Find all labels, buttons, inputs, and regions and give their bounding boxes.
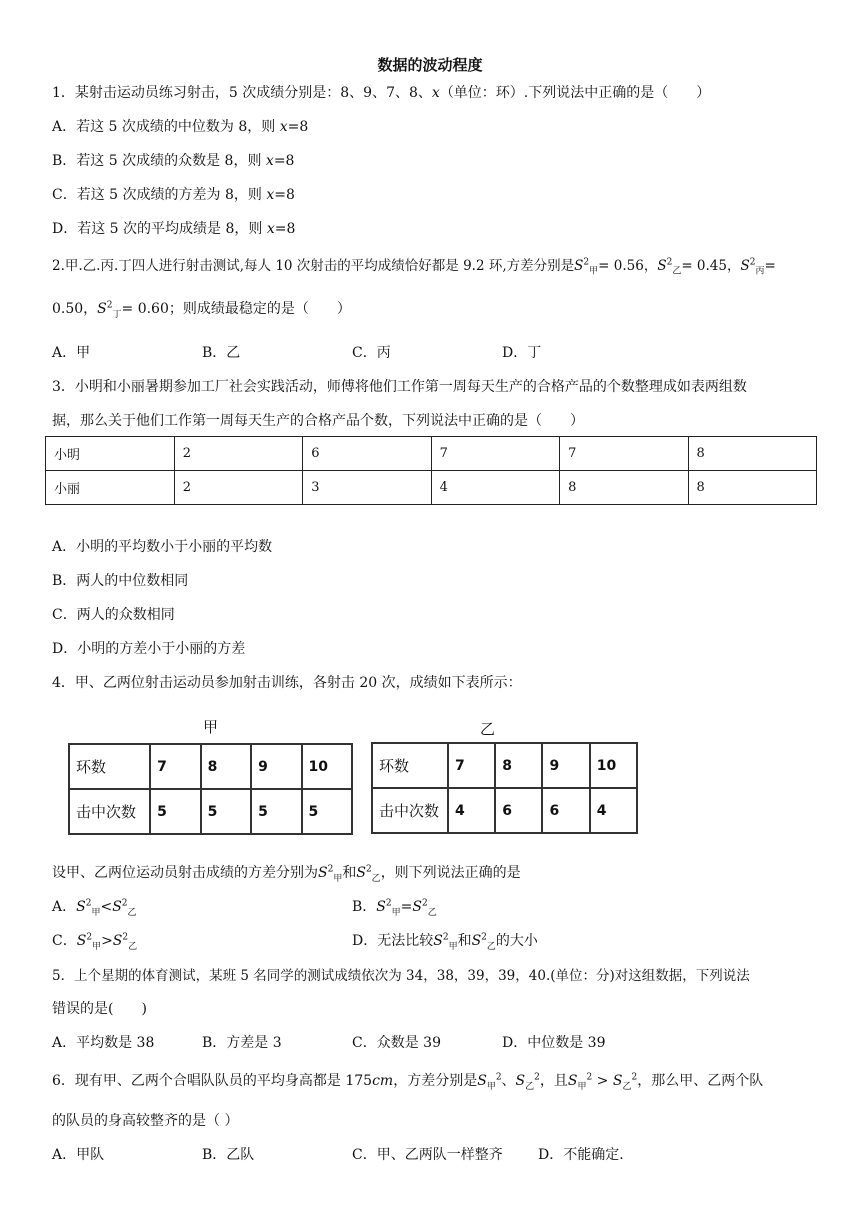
q6-sub-yi-2: 乙 (622, 1081, 632, 1092)
q6-sub-jia-2: 甲 (577, 1081, 587, 1092)
table-cell: 6 (542, 788, 589, 833)
q1-option-a-var: x (279, 119, 288, 135)
q2-sub-yi: 乙 (672, 266, 682, 277)
table-cell: 8 (688, 437, 816, 471)
table-cell: 8 (560, 471, 688, 505)
q4-option-c-sub2: 乙 (128, 941, 138, 952)
q4-option-c-sub1: 甲 (92, 941, 102, 952)
q4-option-b-rel: = (400, 899, 413, 915)
q1-option-c (52, 184, 295, 204)
table-cell: 击中次数 (372, 788, 448, 833)
table-cell: 5 (251, 789, 301, 834)
page-title: 数据的波动程度 (377, 56, 483, 74)
q5-option-b: B．方差是 3 (202, 1035, 282, 1051)
q1-option-d-var: x (266, 221, 275, 237)
table-cell: 10 (302, 744, 352, 789)
table-row (69, 744, 352, 789)
table-cell: 小丽 (46, 471, 175, 505)
q4-sub-jia: 甲 (333, 873, 343, 884)
q2-stem-line1: 2.甲.乙.丙.丁四人进行射击测试,每人 10 次射击的平均成绩恰好都是 9.2 环,方差分别是$S^2_甲= 0.56$，$S^2_乙= 0.45$，$S^2_丙=$ (52, 257, 776, 277)
q2-s-jia: S (574, 258, 584, 274)
q2-var-ding: = 0.60；则成绩最稳定的是（ ） (121, 301, 351, 317)
q4-sub-yi: 乙 (371, 873, 381, 884)
q1-option-b-text: B．若这 5 次成绩的众数是 8，则 (52, 153, 266, 169)
q2-var-yi: = 0.45， (681, 258, 741, 274)
q1-stem-tail: （单位：环）.下列说法中正确的是（ ） (439, 85, 711, 101)
q6-stem-tail: ，那么甲、乙两个队 (637, 1073, 764, 1089)
q1-option-b-var: x (265, 153, 274, 169)
q1-option-b (52, 150, 294, 170)
q6-stem-line2: 的队员的身高较整齐的是（ ） (52, 1113, 239, 1129)
table-cell: 8 (201, 744, 251, 789)
q4-table-yi (371, 742, 638, 834)
q6-option-c: C．甲、乙两队一样整齐 (352, 1147, 503, 1163)
q4-follow-and: 和 (342, 865, 357, 881)
q1-stem-text: 1．某射击运动员练习射击，5 次成绩分别是：8、9、7、8、 (52, 85, 432, 101)
q1-option-a-post: =8 (287, 119, 309, 135)
table-cell: 7 (431, 437, 559, 471)
q4-caption-yi: 乙 (480, 720, 496, 738)
q4-option-b-sub1: 甲 (391, 907, 401, 918)
table-cell: 5 (150, 789, 200, 834)
table-cell: 5 (302, 789, 352, 834)
q2-sub-bing: 丙 (755, 266, 765, 277)
table-cell: 8 (495, 743, 542, 788)
q4-option-a: A．$S^2_甲<S^2_乙$ (52, 898, 137, 918)
q4-option-d: D．无法比较$S^2_甲$和$S^2_乙$的大小 (352, 932, 538, 952)
q4-option-a-rel: < (100, 899, 113, 915)
table-cell: 6 (303, 437, 431, 471)
q5-stem-line2: 错误的是( ) (52, 1001, 147, 1017)
q3-option-c: C．两人的众数相同 (52, 607, 175, 623)
q6-option-b: B．乙队 (202, 1147, 255, 1163)
table-cell: 7 (448, 743, 495, 788)
q6-option-a: A．甲队 (52, 1147, 105, 1163)
q4-table-jia (68, 743, 353, 835)
q5-stem-line1: 5．上个星期的体育测试，某班 5 名同学的测试成绩依次为 34，38，39，39，40.(单位：分)对这组数据，下列说法 (52, 968, 750, 984)
q4-option-c-rel: > (101, 933, 113, 949)
q4-option-d-and: 和 (457, 933, 472, 949)
q6-stem-text: 6．现有甲、乙两个合唱队队员的平均身高都是 175 (52, 1073, 373, 1089)
table-cell: 9 (251, 744, 301, 789)
q1-option-d (52, 218, 295, 238)
table-cell: 10 (590, 743, 637, 788)
table-row (372, 788, 637, 833)
q4-option-b: B．$S^2_甲=S^2_乙$ (352, 898, 437, 918)
q3-stem-line2: 据，那么关于他们工作第一周每天生产的合格产品个数，下列说法中正确的是（ ） (52, 413, 584, 429)
q6-option-d: D．不能确定. (538, 1147, 624, 1163)
q4-option-a-sub1: 甲 (91, 907, 101, 918)
q4-option-d-tail: 的大小 (495, 933, 538, 949)
q4-caption-jia: 甲 (203, 718, 219, 736)
table-cell: 9 (542, 743, 589, 788)
table-cell: 5 (201, 789, 251, 834)
table-row (46, 471, 817, 505)
q2-option-a: A．甲 (52, 345, 91, 361)
q1-stem (52, 82, 710, 102)
q2-var-jia: = 0.56， (598, 258, 658, 274)
q2-s-ding: S (97, 301, 107, 317)
q3-stem-line1: 3．小明和小丽暑期参加工厂社会实践活动，师傅将他们工作第一周每天生产的合格产品的个数整理成如表两组数 (52, 379, 747, 395)
table-cell: 环数 (372, 743, 448, 788)
q1-option-b-post: =8 (273, 153, 295, 169)
q4-option-a-sub2: 乙 (127, 907, 137, 918)
table-row (46, 437, 817, 471)
q4-follow: 设甲、乙两位运动员射击成绩的方差分别为$S^2_甲$和$S^2_乙$，则下列说法正确的是 (52, 864, 521, 884)
q2-sub-ding: 丁 (112, 309, 122, 320)
q4-option-b-sub2: 乙 (427, 907, 437, 918)
q3-option-a: A．小明的平均数小于小丽的平均数 (52, 539, 273, 555)
q1-option-c-text: C．若这 5 次成绩的方差为 8，则 (52, 187, 267, 203)
q6-rel: > (592, 1073, 613, 1089)
q1-option-a-text: A．若这 5 次成绩的中位数为 8，则 (52, 119, 280, 135)
q6-unit: cm (372, 1073, 394, 1089)
q2-option-d: D．丁 (502, 345, 542, 361)
q1-option-a (52, 116, 308, 136)
q6-stem-variances: ，方差分别是 (393, 1073, 478, 1089)
q4-stem: 4．甲、乙两位射击运动员参加射击训练，各射击 20 次，成绩如下表所示： (52, 675, 522, 691)
table-cell: 4 (448, 788, 495, 833)
q6-stem-and: ，且 (539, 1073, 568, 1089)
table-cell: 7 (150, 744, 200, 789)
table-cell: 小明 (46, 437, 175, 471)
q2-s-bing: S (740, 258, 750, 274)
q4-option-c: C．$S^2_甲>S^2_乙$ (52, 932, 138, 952)
table-cell: 环数 (69, 744, 150, 789)
table-cell: 4 (590, 788, 637, 833)
q2-stem-text: 2.甲.乙.丙.丁四人进行射击测试,每人 10 次射击的平均成绩恰好都是 9.2 环,方差分别是 (52, 258, 575, 274)
q5-option-c: C．众数是 39 (352, 1035, 441, 1051)
q1-option-d-text: D．若这 5 次的平均成绩是 8，则 (52, 221, 267, 237)
table-cell: 6 (495, 788, 542, 833)
table-cell: 7 (560, 437, 688, 471)
table-row (69, 789, 352, 834)
q1-option-c-post: =8 (274, 187, 295, 203)
q2-var-bing-eq: = (764, 258, 776, 274)
q1-option-c-var: x (266, 187, 275, 203)
q2-s-yi: S (657, 258, 667, 274)
q4-follow-text: 设甲、乙两位运动员射击成绩的方差分别为 (52, 865, 318, 881)
q1-stem-var: x (431, 85, 440, 101)
q4-option-d-label: D．无法比较 (352, 933, 434, 949)
q6-sub-yi: 乙 (525, 1081, 535, 1092)
q2-option-c: C．丙 (352, 345, 391, 361)
q5-option-a: A．平均数是 38 (52, 1035, 155, 1051)
q4-option-d-sub2: 乙 (486, 941, 496, 952)
table-cell: 3 (303, 471, 431, 505)
table-cell: 2 (174, 471, 302, 505)
q2-sub-jia: 甲 (589, 266, 599, 277)
q3-data-table (45, 436, 817, 505)
table-cell: 2 (174, 437, 302, 471)
table-cell: 8 (688, 471, 816, 505)
q4-follow-tail: ，则下列说法正确的是 (380, 865, 521, 881)
q4-option-d-sub1: 甲 (448, 941, 458, 952)
q5-option-d: D．中位数是 39 (502, 1035, 606, 1051)
q2-stem-line2: 0.50，$S^2_丁= 0.60$；则成绩最稳定的是（ ） (52, 300, 351, 320)
q3-option-b: B．两人的中位数相同 (52, 573, 189, 589)
q1-option-d-post: =8 (274, 221, 296, 237)
table-row (372, 743, 637, 788)
q6-sub-jia: 甲 (486, 1081, 496, 1092)
table-cell: 4 (431, 471, 559, 505)
q2-var-bing: 0.50， (52, 301, 98, 317)
q3-option-d: D．小明的方差小于小丽的方差 (52, 641, 246, 657)
q4-option-a-label: A． (52, 899, 77, 915)
q4-option-c-label: C． (52, 933, 77, 949)
q2-option-b: B．乙 (202, 345, 241, 361)
q6-stem-line1: 6．现有甲、乙两个合唱队队员的平均身高都是 175cm，方差分别是$S_甲^2$、$S_乙^2$，且$S_甲^2 > S_乙^2$，那么甲、乙两个队 (52, 1072, 764, 1092)
table-cell: 击中次数 (69, 789, 150, 834)
q4-option-b-label: B． (352, 899, 377, 915)
